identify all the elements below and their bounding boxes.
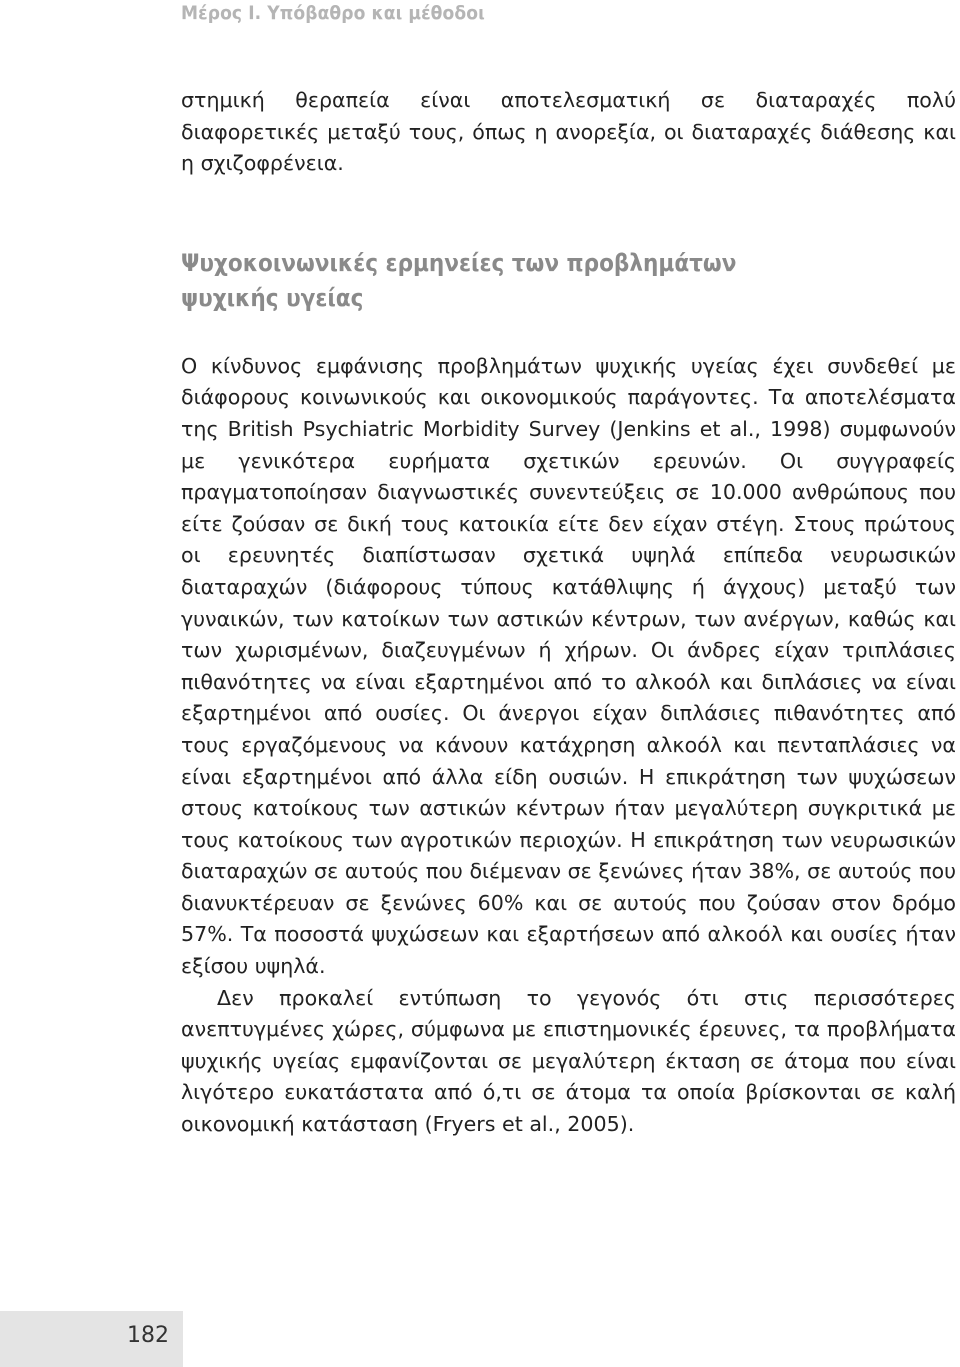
section-heading-line-1: Ψυχοκοινωνικές ερμηνείες των προβλημάτων [181, 248, 737, 277]
body-paragraph-1: Ο κίνδυνος εμφάνισης προβλημάτων ψυχικής υγείας έχει συνδεθεί με διάφορους κοινωνικούς και οικονομικούς παράγοντες. Τα αποτελέσματα της British Psychiatric Morbidity Survey (Jenkins et al., 1998) συμφωνούν με γενικότερα ευρήματα σχετικών ερευνών. Οι συγγραφείς πραγματοποίησαν διαγνωστικές συνεντεύξεις σε 10.000 ανθρώπους που είτε ζούσαν σε δική τους κατοικία είτε δεν είχαν στέγη. Στους πρώτους οι ερευνητές διαπίστωσαν σχετικά υψηλά επίπεδα νευρωσικών διαταραχών (διάφορους τύπους κατάθλιψης ή άγχους) μεταξύ των γυναικών, των κατοίκων των αστικών κέντρων, των ανέργων, καθώς και των χωρισμένων, διαζευγμένων ή χήρων. Οι άνδρες είχαν τριπλάσιες πιθανότητες να είναι εξαρτημένοι από το αλκοόλ και διπλάσιες να είναι εξαρτημένοι από ουσίες. Οι άνεργοι είχαν διπλάσιες πιθανότητες από τους εργαζόμενους να κάνουν κατάχρηση αλκοόλ και πενταπλάσιες να είναι εξαρτημένοι από άλλα είδη ουσιών. Η επικράτηση των ψυχώσεων στους κατοίκους των αστικών κέντρων ήταν μεγαλύτερη συγκριτικά με τους κατοίκους των αγροτικών περιοχών. Η επικράτηση των νευρωσικών διαταραχών σε αυτούς που διέμεναν σε ξενώνες ήταν 38%, σε αυτούς που διανυκτέρευαν σε ξενώνες 60% και σε αυτούς που ζούσαν στον δρόμο 57%. Τα ποσοστά ψυχώσεων και εξαρτήσεων από αλκοόλ και ουσίες ήταν εξίσου υψηλά. [181, 353, 956, 979]
page-content [181, 85, 956, 1141]
section-heading [181, 246, 956, 316]
page-number-box [0, 1311, 183, 1367]
body-paragraph-2: Δεν προκαλεί εντύπωση το γεγονός ότι στις περισσότερες ανεπτυγμένες χώρες, σύμφωνα με επιστημονικές έρευνες, τα προβλήματα ψυχικής υγείας εμφανίζονται σε μεγαλύτερη έκταση σε άτομα που είναι λιγότερο ευκατάστατα από ό,τι σε άτομα τα οποία βρίσκονται σε καλή οικονομική κατάσταση (Fryers et al., 2005). [181, 985, 956, 1137]
page-number: 182 [127, 1323, 169, 1348]
section-heading-line-2: ψυχικής υγείας [181, 283, 364, 312]
running-header: Μέρος Ι. Υπόβαθρο και μέθοδοι [181, 2, 485, 24]
intro-paragraph: στημική θεραπεία είναι αποτελεσματική σε διαταραχές πολύ διαφορετικές μεταξύ τους, όπως η ανορεξία, οι διαταραχές διάθεσης και η σχιζοφρένεια. [181, 88, 956, 176]
